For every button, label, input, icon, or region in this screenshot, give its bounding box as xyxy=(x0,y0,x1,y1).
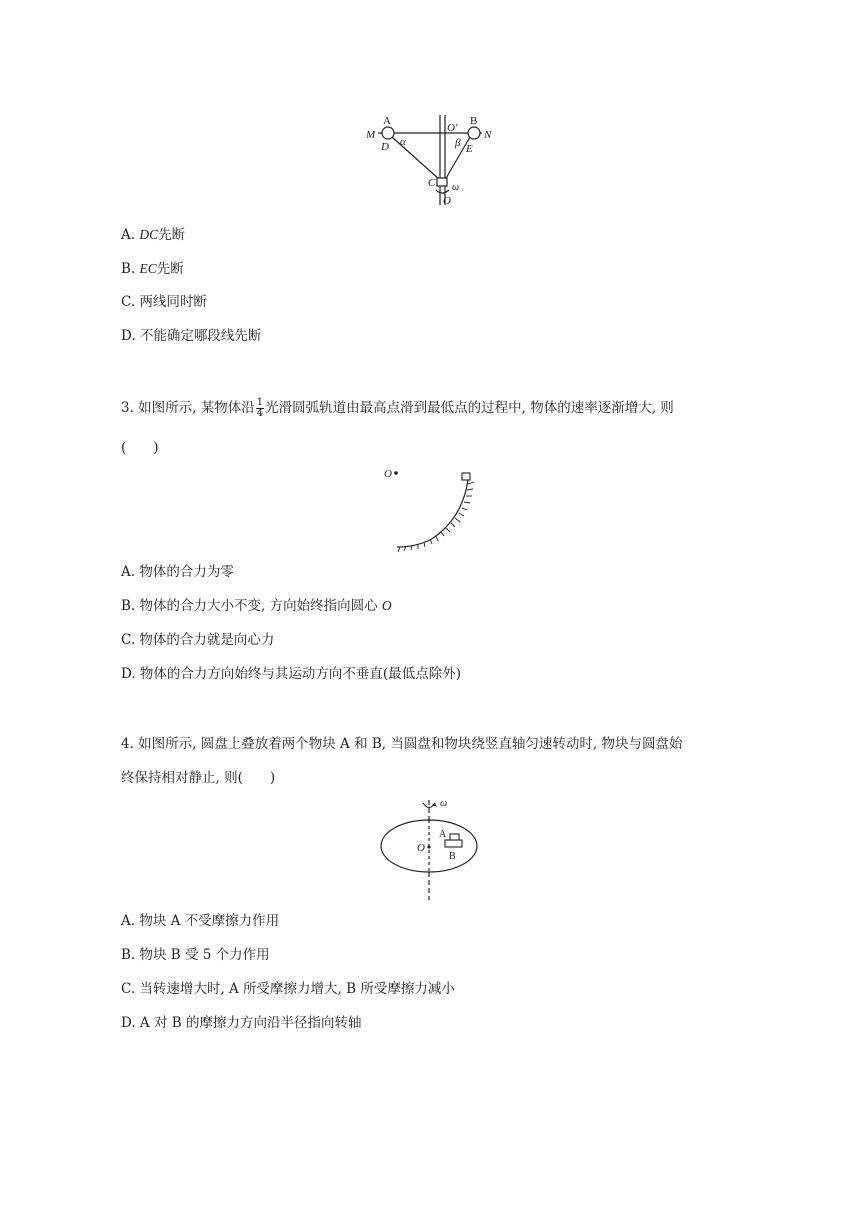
q4-label-A: A xyxy=(439,829,447,840)
q2-option-b-prefix: B. xyxy=(121,261,140,277)
q4-stem-line-1: 4. 如图所示, 圆盘上叠放着两个物块 A 和 B, 当圆盘和物块绕竖直轴匀速转动时, 物块与圆盘始 xyxy=(121,736,683,752)
q2-label-O: O xyxy=(443,195,451,207)
q2-label-M: M xyxy=(366,129,376,141)
q3-label-O: O xyxy=(384,468,392,480)
q2-label-omega: ω xyxy=(452,182,460,193)
q3-option-b-text: B. 物体的合力大小不变, 方向始终指向圆心 xyxy=(121,598,382,614)
q2-label-C: C xyxy=(428,177,436,189)
q2-label-B: B xyxy=(470,115,478,127)
q3-option-a: A. 物体的合力为零 xyxy=(121,564,234,580)
q4-option-c: C. 当转速增大时, A 所受摩擦力增大, B 所受摩擦力减小 xyxy=(121,981,455,997)
q2-label-alpha: α xyxy=(400,136,406,148)
q2-option-d-prefix: D. xyxy=(121,328,140,344)
q3-stem-after: 光滑圆弧轨道由最高点滑到最低点的过程中, 物体的速率逐渐增大, 则 xyxy=(265,400,674,416)
q4-option-a: A. 物块 A 不受摩擦力作用 xyxy=(121,913,280,929)
q2-label-N: N xyxy=(484,129,492,141)
q3-fraction-numerator: 1 xyxy=(256,397,264,408)
q2-option-a-prefix: A. xyxy=(121,227,140,243)
q3-stem-before: 3. 如图所示, 某物体沿 xyxy=(121,400,255,416)
q3-fraction-denominator: 4 xyxy=(256,408,264,419)
q4-label-B: B xyxy=(449,851,456,862)
q4-label-omega: ω xyxy=(440,798,448,809)
q4-option-b: B. 物块 B 受 5 个力作用 xyxy=(121,947,270,963)
q2-option-a-text: 先断 xyxy=(158,227,186,243)
q2-option-c-prefix: C. xyxy=(121,294,140,310)
q3-option-d: D. 物体的合力方向始终与其运动方向不垂直(最低点除外) xyxy=(121,666,461,682)
q4-label-O: O xyxy=(417,842,425,854)
q2-option-b-text: 先断 xyxy=(156,261,184,277)
q2-label-E: E xyxy=(466,143,473,155)
q2-label-A: A xyxy=(383,115,391,127)
q2-option-b-var: EC xyxy=(139,261,157,276)
q3-option-b-var: O xyxy=(381,598,392,613)
q2-option-c-text: 两线同时断 xyxy=(139,294,207,310)
q2-label-D: D xyxy=(381,141,389,153)
q2-option-d-text: 不能确定哪段线先断 xyxy=(139,328,262,344)
q3-paren: ( ) xyxy=(121,440,159,456)
q4-stem-line-2: 终保持相对静止, 则( ) xyxy=(121,770,276,786)
q2-option-a-var: DC xyxy=(139,227,159,242)
q4-option-d: D. A 对 B 的摩擦力方向沿半径指向转轴 xyxy=(121,1015,362,1031)
q3-option-c: C. 物体的合力就是向心力 xyxy=(121,632,275,648)
q2-label-O-prime: O′ xyxy=(447,122,458,134)
q2-label-beta: β xyxy=(455,137,461,149)
